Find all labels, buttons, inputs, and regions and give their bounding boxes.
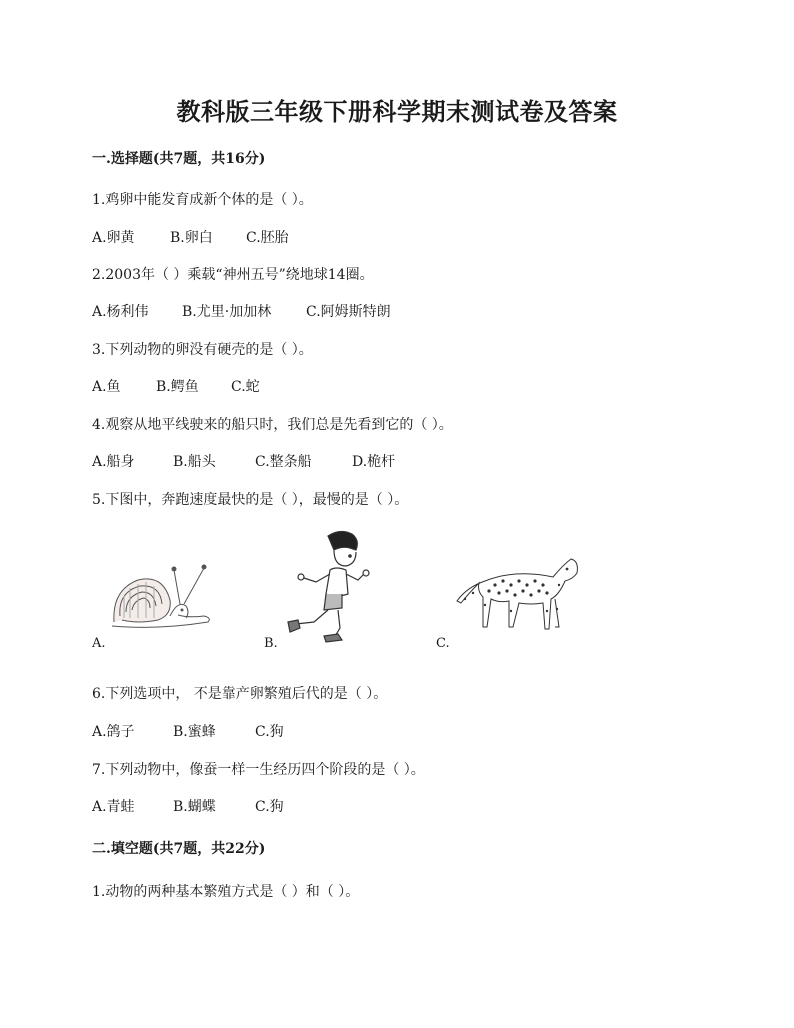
question-7-stem: 7.下列动物中，像蚕一样一生经历四个阶段的是（ ）。 (92, 762, 425, 778)
option: B.蝴蝶 (173, 799, 216, 815)
option: B.尤里·加加林 (182, 304, 272, 320)
question-3-stem: 3.下列动物的卵没有硬壳的是（ ）。 (92, 342, 313, 358)
figure-label-a: A. (92, 636, 106, 651)
option: A.船身 (92, 454, 135, 470)
option: B.鳄鱼 (156, 379, 199, 395)
option: A.杨利伟 (92, 304, 149, 320)
option: B.蜜蜂 (173, 724, 216, 740)
question-7-options (92, 798, 284, 816)
question-4-options (92, 453, 395, 471)
section-heading-fill: 二.填空题(共7题，共22分) (92, 841, 266, 857)
option: B.卵白 (170, 230, 213, 246)
question-1-options (92, 229, 289, 247)
figure-label-c: C. (436, 636, 450, 651)
question-1-stem: 1.鸡卵中能发育成新个体的是（ ）。 (92, 192, 313, 208)
question-2-options (92, 303, 391, 321)
option: D.桅杆 (352, 454, 396, 470)
question-6-options (92, 723, 284, 741)
option: A.卵黄 (92, 230, 135, 246)
option: A.鸽子 (92, 724, 135, 740)
option: A.青蛙 (92, 799, 135, 815)
option: C.胚胎 (246, 230, 289, 246)
section-heading-choice: 一.选择题(共7题，共16分) (92, 151, 266, 167)
question-4-stem: 4.观察从地平线驶来的船只时，我们总是先看到它的（ ）。 (92, 417, 453, 433)
running-boy-image (284, 528, 378, 644)
cheetah-image (455, 555, 581, 635)
option: C.整条船 (255, 454, 312, 470)
question-6-stem: 6.下列选项中， 不是靠产卵繁殖后代的是（ ）。 (92, 686, 388, 702)
question-5-stem: 5.下图中，奔跑速度最快的是（ ），最慢的是（ ）。 (92, 492, 409, 508)
option: B.船头 (173, 454, 216, 470)
option: C.蛇 (231, 379, 260, 395)
question-3-options (92, 378, 260, 396)
option: C.狗 (255, 799, 284, 815)
question-2-stem: 2.2003年（ ）乘载“神州五号”绕地球14圈。 (92, 267, 374, 283)
option: C.阿姆斯特朗 (306, 304, 391, 320)
figure-label-b: B. (264, 636, 278, 651)
fill-question-1-stem: 1.动物的两种基本繁殖方式是（ ）和（ ）。 (92, 884, 360, 900)
option: C.狗 (255, 724, 284, 740)
snail-image (108, 560, 213, 632)
page-title: 教科版三年级下册科学期末测试卷及答案 (176, 97, 618, 126)
option: A.鱼 (92, 379, 121, 395)
